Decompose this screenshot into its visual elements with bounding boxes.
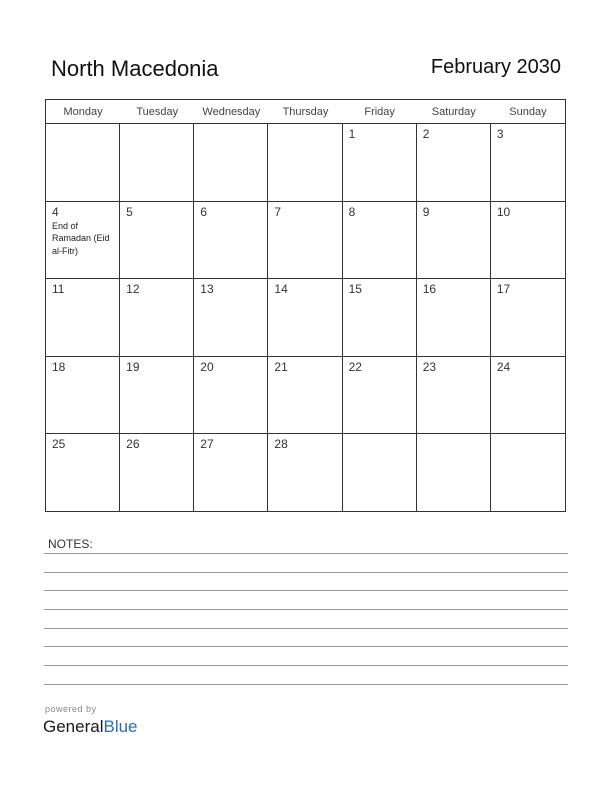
day-cell [120, 279, 194, 357]
day-cell [417, 434, 491, 512]
notes-line [44, 553, 568, 554]
notes-line [44, 646, 568, 647]
day-number: 6 [200, 204, 207, 219]
day-number: 26 [126, 437, 140, 452]
day-cell [120, 434, 194, 512]
day-cell [194, 279, 268, 357]
day-cell [343, 202, 417, 280]
day-number: 20 [200, 359, 214, 374]
day-number: 28 [274, 437, 288, 452]
day-cell [194, 357, 268, 435]
day-number: 22 [348, 359, 362, 374]
notes-line [44, 609, 568, 610]
day-cell [417, 357, 491, 435]
day-number: 13 [200, 282, 214, 297]
day-cell [343, 357, 417, 435]
day-cell [46, 124, 120, 202]
day-cell [120, 357, 194, 435]
day-cell [268, 357, 342, 435]
day-cell [343, 434, 417, 512]
notes-line [44, 590, 568, 591]
month-title: February 2030 [430, 56, 561, 78]
day-number: 2 [422, 127, 430, 141]
weekday-label: Tuesday [136, 106, 179, 118]
day-number: 27 [200, 437, 214, 452]
day-cell [194, 202, 268, 280]
day-number: 5 [126, 204, 133, 219]
weekday-header [46, 100, 565, 124]
day-cell [491, 357, 565, 435]
day-number: 11 [52, 282, 65, 297]
brand-logo-part1: General [43, 717, 104, 736]
weekday-label: Sunday [509, 106, 547, 118]
day-number: 10 [496, 204, 511, 219]
day-number: 12 [126, 282, 140, 297]
notes-line [44, 628, 568, 629]
day-number: 25 [52, 437, 66, 452]
day-cell [268, 279, 342, 357]
weekday-label: Monday [63, 106, 103, 118]
weekday-label: Wednesday [202, 106, 261, 118]
day-cell [46, 434, 120, 512]
notes-line [44, 665, 568, 666]
day-number: 14 [274, 282, 288, 297]
brand-logo [43, 717, 138, 737]
day-cell [268, 434, 342, 512]
brand-logo-part2: Blue [103, 717, 138, 736]
day-cell [194, 434, 268, 512]
calendar-grid [45, 99, 566, 512]
weekday-label: Thursday [282, 106, 329, 118]
day-cell [417, 279, 491, 357]
day-number: 1 [348, 127, 356, 141]
day-cell [120, 202, 194, 280]
day-cell [46, 279, 120, 357]
day-cell [343, 124, 417, 202]
day-number: 15 [348, 282, 362, 297]
day-cell [491, 279, 565, 357]
day-number: 23 [422, 359, 437, 374]
calendar-body [46, 124, 565, 512]
day-cell [120, 124, 194, 202]
day-cell [46, 357, 120, 435]
notes-line [44, 684, 568, 685]
holiday-label: End of Ramadan (Eid al-Fitr) [52, 220, 110, 256]
day-number: 19 [126, 359, 140, 374]
day-cell [268, 124, 342, 202]
day-cell [417, 202, 491, 280]
day-cell [46, 202, 120, 280]
day-cell [491, 434, 565, 512]
day-number: 3 [496, 127, 504, 141]
notes-line [44, 572, 568, 573]
day-cell [417, 124, 491, 202]
day-number: 4 [52, 204, 59, 219]
day-cell [268, 202, 342, 280]
powered-by-text: powered by [45, 704, 97, 714]
day-cell [491, 124, 565, 202]
day-number: 18 [52, 359, 66, 374]
day-number: 9 [422, 204, 430, 219]
day-number: 24 [496, 359, 511, 374]
page-title: North Macedonia [51, 56, 219, 81]
day-number: 21 [274, 359, 288, 374]
day-number: 8 [348, 204, 356, 219]
weekday-label: Saturday [431, 106, 476, 118]
day-cell [194, 124, 268, 202]
day-number: 17 [496, 282, 511, 297]
day-number: 7 [274, 204, 282, 219]
day-number: 16 [422, 282, 437, 297]
notes-label: NOTES: [48, 537, 93, 551]
day-cell [343, 279, 417, 357]
day-cell [491, 202, 565, 280]
weekday-label: Friday [364, 106, 395, 118]
